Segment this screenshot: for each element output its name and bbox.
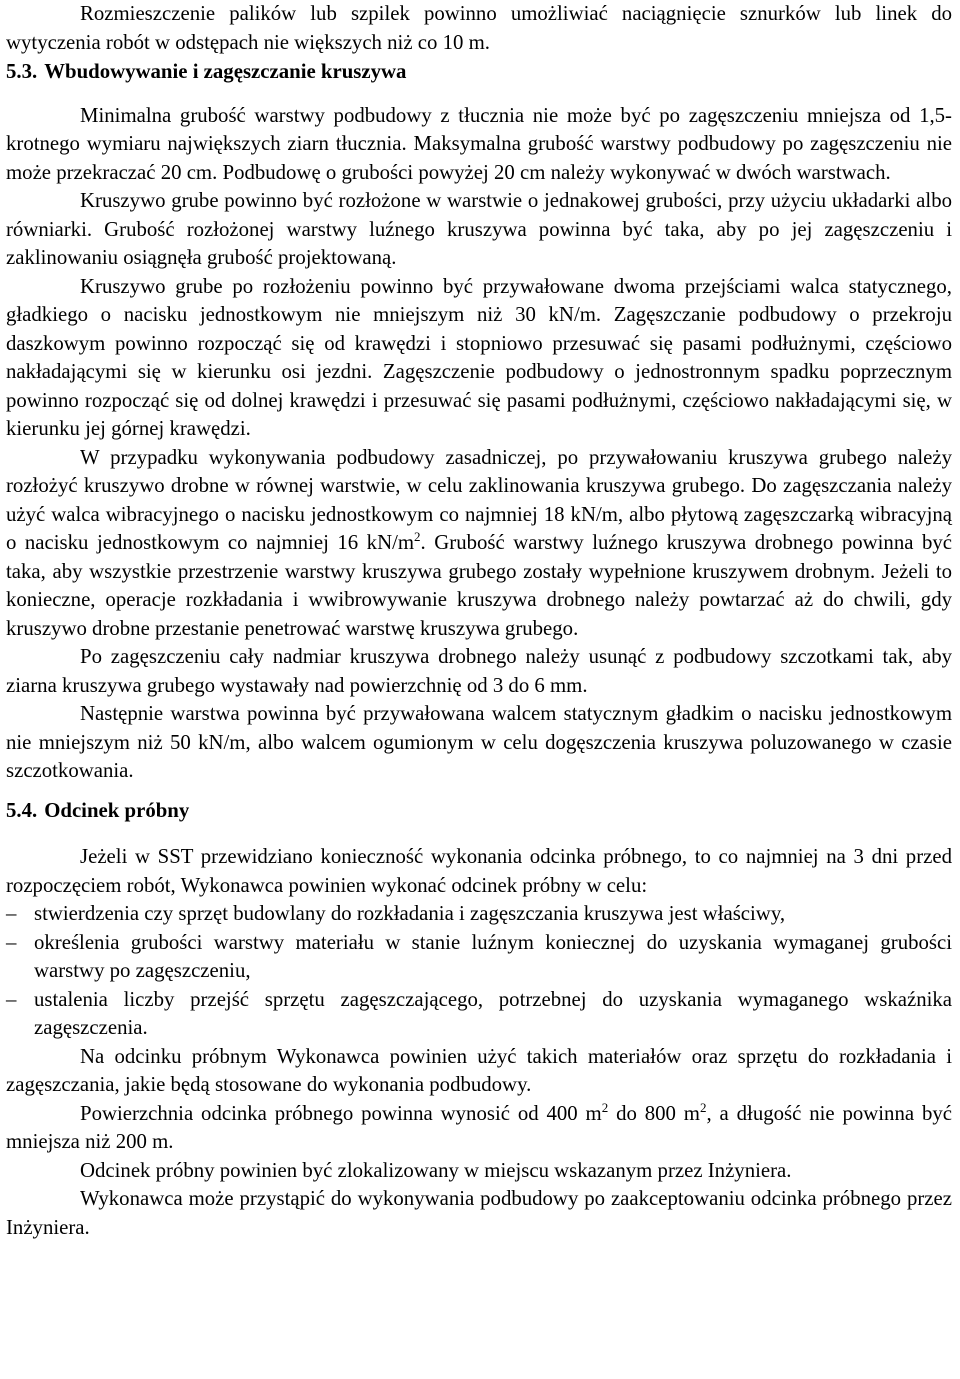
list-item xyxy=(6,900,952,929)
text-part: . Grubość warstwy luźnego kruszywa drobnego powinna być taka, aby wszystkie przestrzenie warstwy kruszywa grubego zostały wypełnione kruszywem drobnym. Jeżeli to konieczne, operacje rozkładania i wwibrowywanie kruszywa drobnego należy powtarzać aż do chwili, gdy kruszywo drobne przestanie penetrować warstwę kruszywa grubego. xyxy=(6,531,952,640)
superscript: 2 xyxy=(414,529,421,544)
dash-bullet: – xyxy=(6,902,17,925)
list-item-text: określenia grubości warstwy materiału w stanie luźnym koniecznej do uzyskania wymaganej grubości warstwy po zagęszczeniu, xyxy=(34,930,952,982)
text-part: W przypadku wykonywania podbudowy zasadniczej, po przywałowaniu kruszywa grubego należy rozłożyć kruszywo drobne w równej warstwie, w celu zaklinowania kruszywa grubego. Do zagęszczania należy użyć walca wibracyjnego o nacisku jednostkowym co najmniej 18 kN/m, albo płytową zagęszczarką wibracyjną o nacisku jednostkowym co najmniej 16 kN/m xyxy=(6,445,952,554)
section-title: Odcinek próbny xyxy=(44,798,190,822)
paragraph-coarse-aggregate-spreading: Kruszywo grube powinno być rozłożone w warstwie o jednakowej grubości, przy użyciu układarki albo równiarki. Grubość rozłożonej warstwy luźnego kruszywa powinna być taka, aby po jej zagęszczeniu i zaklinowaniu osiągnęła grubość projektowaną. xyxy=(6,189,952,269)
paragraph-trial-area xyxy=(6,1100,952,1157)
list-item xyxy=(6,929,952,986)
paragraph-min-thickness: Minimalna grubość warstwy podbudowy z tłucznia nie może być po zagęszczeniu mniejsza od 1,5-krotnego wymiaru największych ziarn tłucznia. Maksymalna grubość warstwy podbudowy po zagęszczeniu nie może przekraczać 20 cm. Podbudowę o grubości powyżej 20 cm należy wykonywać w dwóch warstwach. xyxy=(6,103,952,184)
paragraph-trial-section-purpose: Jeżeli w SST przewidziano konieczność wykonania odcinka próbnego, to co najmniej na 3 dni przed rozpoczęciem robót, Wykonawca powinien wykonać odcinek próbny w celu: xyxy=(6,845,952,897)
paragraph-trial-materials: Na odcinku próbnym Wykonawca powinien użyć takich materiałów oraz sprzętu do rozkładania i zagęszczania, jakie będą stosowane do wykonania podbudowy. xyxy=(6,1044,952,1096)
dash-bullet: – xyxy=(6,930,17,954)
section-heading-5-4 xyxy=(6,797,952,826)
purpose-list xyxy=(6,900,952,1043)
list-item xyxy=(6,986,952,1043)
paragraph-brushing: Po zagęszczeniu cały nadmiar kruszywa drobnego należy usunąć z podbudowy szczotkami tak, aby ziarna kruszywa grubego wystawały nad powierzchnię od 3 do 6 mm. xyxy=(6,645,952,697)
paragraph-fine-aggregate xyxy=(6,444,952,644)
superscript: 2 xyxy=(601,1099,609,1115)
paragraph-rolling: Kruszywo grube po rozłożeniu powinno być przywałowane dwoma przejściami walca statycznego, gładkiego o nacisku jednostkowym nie mniejszym niż 30 kN/m. Zagęszczanie podbudowy o przekroju daszkowym powinno rozpocząć się od krawędzi i stopniowo przesuwać się pasami podłużnymi, częściowo nakładającymi się w kierunku osi jezdni. Zagęszczenie podbudowy o jednostronnym spadku poprzecznym powinno rozpocząć się od dolnej krawędzi i przesuwać się pasami podłużnymi, częściowo nakładającymi się, w kierunku jej górnej krawędzi. xyxy=(6,274,952,440)
paragraph-stakes-spacing: Rozmieszczenie palików lub szpilek powinno umożliwiać naciągnięcie sznurków lub linek do wytyczenia robót w odstępach nie większych niż co 10 m. xyxy=(6,2,952,54)
text-part: , a długość nie powinna być mniejsza niż 200 m. xyxy=(6,1101,952,1153)
text-part: Powierzchnia odcinka próbnego powinna wynosić od 400 m xyxy=(80,1101,602,1125)
dash-bullet: – xyxy=(6,987,17,1011)
paragraph-acceptance: Wykonawca może przystąpić do wykonywania podbudowy po zaakceptowaniu odcinka próbnego przez Inżyniera. xyxy=(6,1187,952,1239)
section-heading-5-3 xyxy=(6,58,952,87)
section-title: Wbudowywanie i zagęszczanie kruszywa xyxy=(44,60,407,83)
paragraph-final-rolling: Następnie warstwa powinna być przywałowana walcem statycznym gładkim o nacisku jednostkowym nie mniejszym niż 50 kN/m, albo walcem ogumionym w celu dogęszczenia kruszywa poluzowanego w czasie szczotkowania. xyxy=(6,702,952,782)
paragraph-trial-location: Odcinek próbny powinien być zlokalizowany w miejscu wskazanym przez Inżyniera. xyxy=(80,1158,792,1182)
section-number: 5.3. xyxy=(6,60,38,83)
list-item-text: stwierdzenia czy sprzęt budowlany do rozkładania i zagęszczania kruszywa jest właściwy, xyxy=(34,902,786,925)
section-number: 5.4. xyxy=(6,798,38,822)
superscript: 2 xyxy=(699,1099,707,1115)
text-part: do 800 m xyxy=(608,1101,700,1125)
list-item-text: ustalenia liczby przejść sprzętu zagęszczającego, potrzebnej do uzyskania wymaganego wskaźnika zagęszczenia. xyxy=(34,987,952,1039)
